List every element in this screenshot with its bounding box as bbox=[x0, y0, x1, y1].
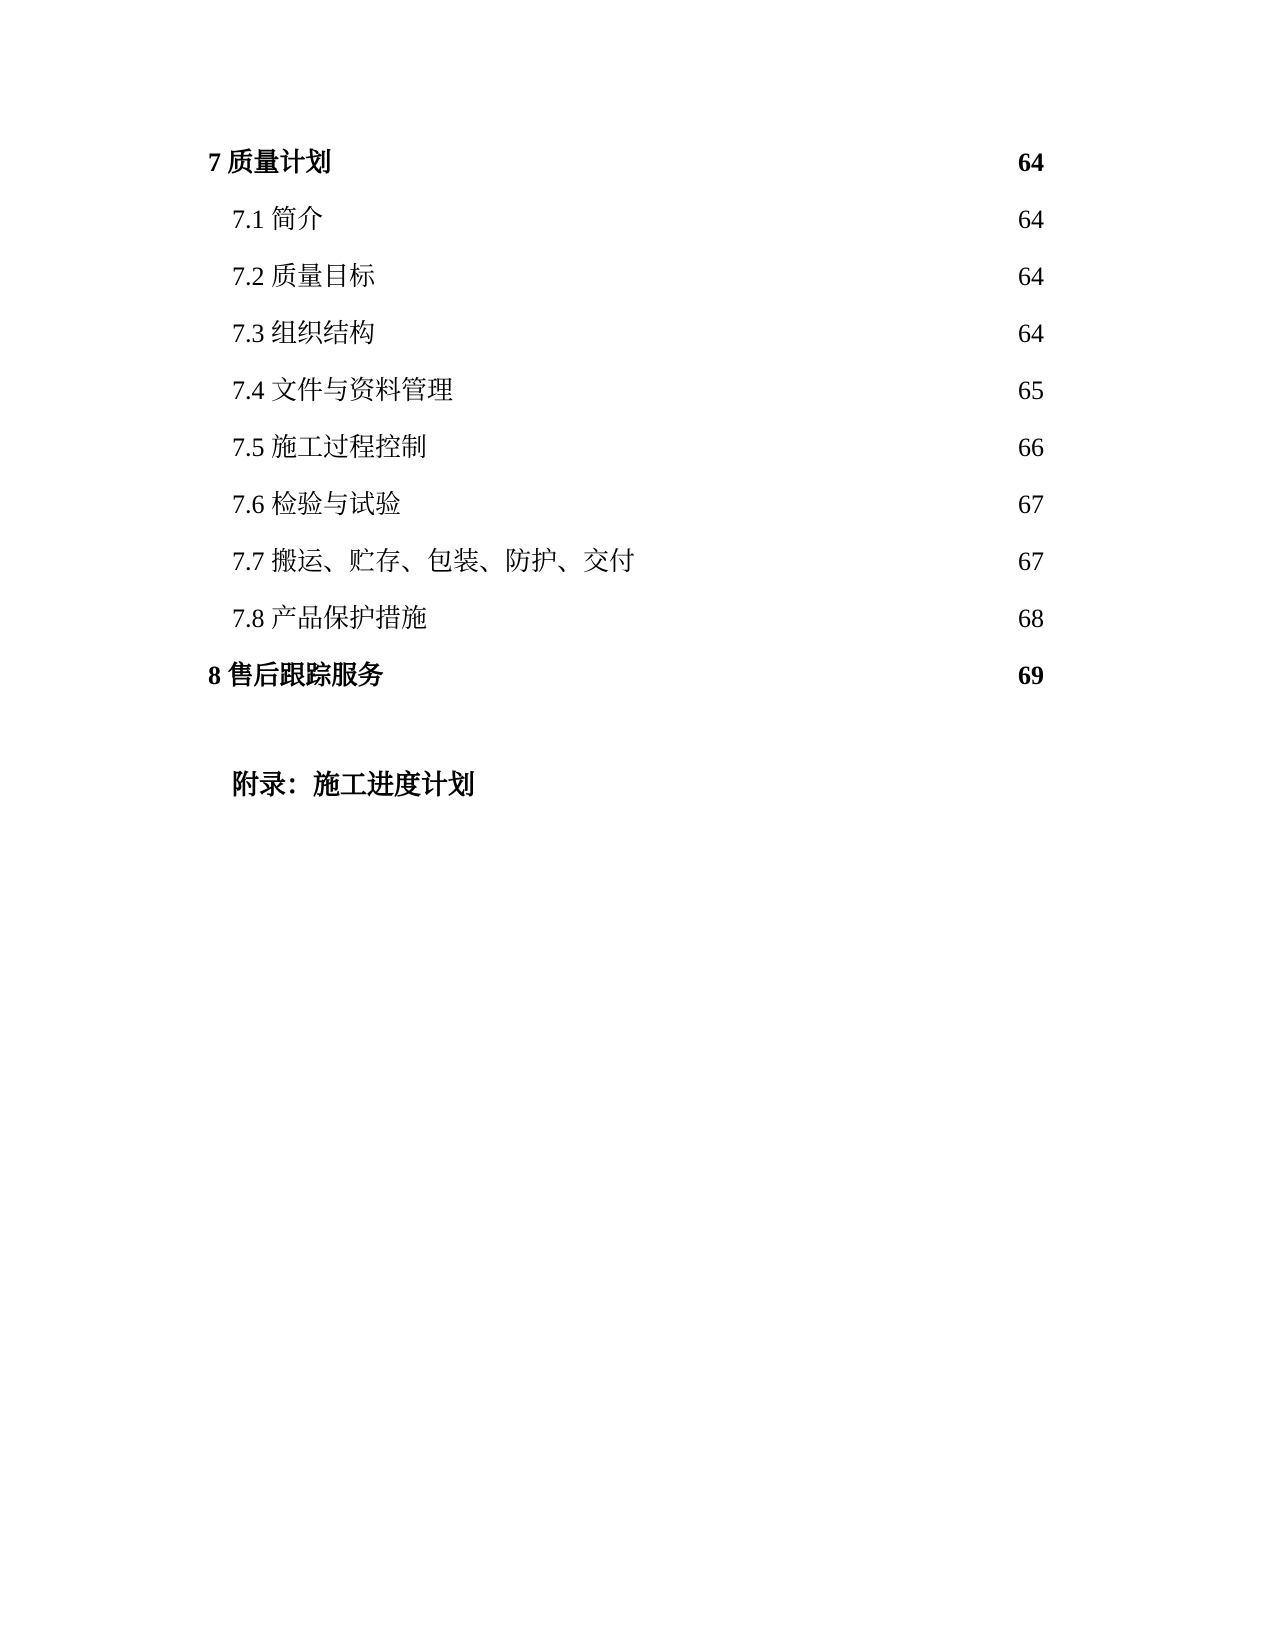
toc-entry-chapter-7[interactable] bbox=[208, 143, 1044, 200]
toc-entry-label: 7.2 质量目标 bbox=[232, 262, 376, 291]
toc-entry-7-7[interactable] bbox=[208, 542, 1044, 599]
toc-page-number: 67 bbox=[1018, 490, 1044, 519]
toc-entry-label: 7.7 搬运、贮存、包装、防护、交付 bbox=[232, 547, 636, 576]
toc-page-number: 64 bbox=[1018, 148, 1044, 177]
toc-entry-label: 7.6 检验与试验 bbox=[232, 490, 402, 519]
toc-entry-7-4[interactable] bbox=[208, 371, 1044, 428]
toc-page-number: 67 bbox=[1018, 547, 1044, 576]
toc-page-number: 64 bbox=[1018, 262, 1044, 291]
toc-entry-chapter-8[interactable] bbox=[208, 656, 1044, 713]
toc-entry-7-5[interactable] bbox=[208, 428, 1044, 485]
toc-entry-label: 7 质量计划 bbox=[208, 148, 332, 177]
toc-page-number: 69 bbox=[1018, 661, 1044, 690]
toc-page-number: 64 bbox=[1018, 319, 1044, 348]
appendix-heading: 附录：施工进度计划 bbox=[232, 770, 475, 800]
toc-entry-7-1[interactable] bbox=[208, 200, 1044, 257]
toc-entry-label: 8 售后跟踪服务 bbox=[208, 661, 384, 690]
toc-entry-label: 7.5 施工过程控制 bbox=[232, 433, 428, 462]
toc-page-number: 66 bbox=[1018, 433, 1044, 462]
toc-entry-label: 7.1 简介 bbox=[232, 205, 324, 234]
toc-entry-label: 7.8 产品保护措施 bbox=[232, 604, 428, 633]
toc-entry-7-2[interactable] bbox=[208, 257, 1044, 314]
toc-entry-label: 7.4 文件与资料管理 bbox=[232, 376, 454, 405]
toc-entry-label: 7.3 组织结构 bbox=[232, 319, 376, 348]
toc-page-number: 68 bbox=[1018, 604, 1044, 633]
toc-page-number: 65 bbox=[1018, 376, 1044, 405]
toc-page-number: 64 bbox=[1018, 205, 1044, 234]
toc-entry-7-6[interactable] bbox=[208, 485, 1044, 542]
toc-entry-7-3[interactable] bbox=[208, 314, 1044, 371]
table-of-contents bbox=[208, 143, 1044, 713]
toc-entry-7-8[interactable] bbox=[208, 599, 1044, 656]
